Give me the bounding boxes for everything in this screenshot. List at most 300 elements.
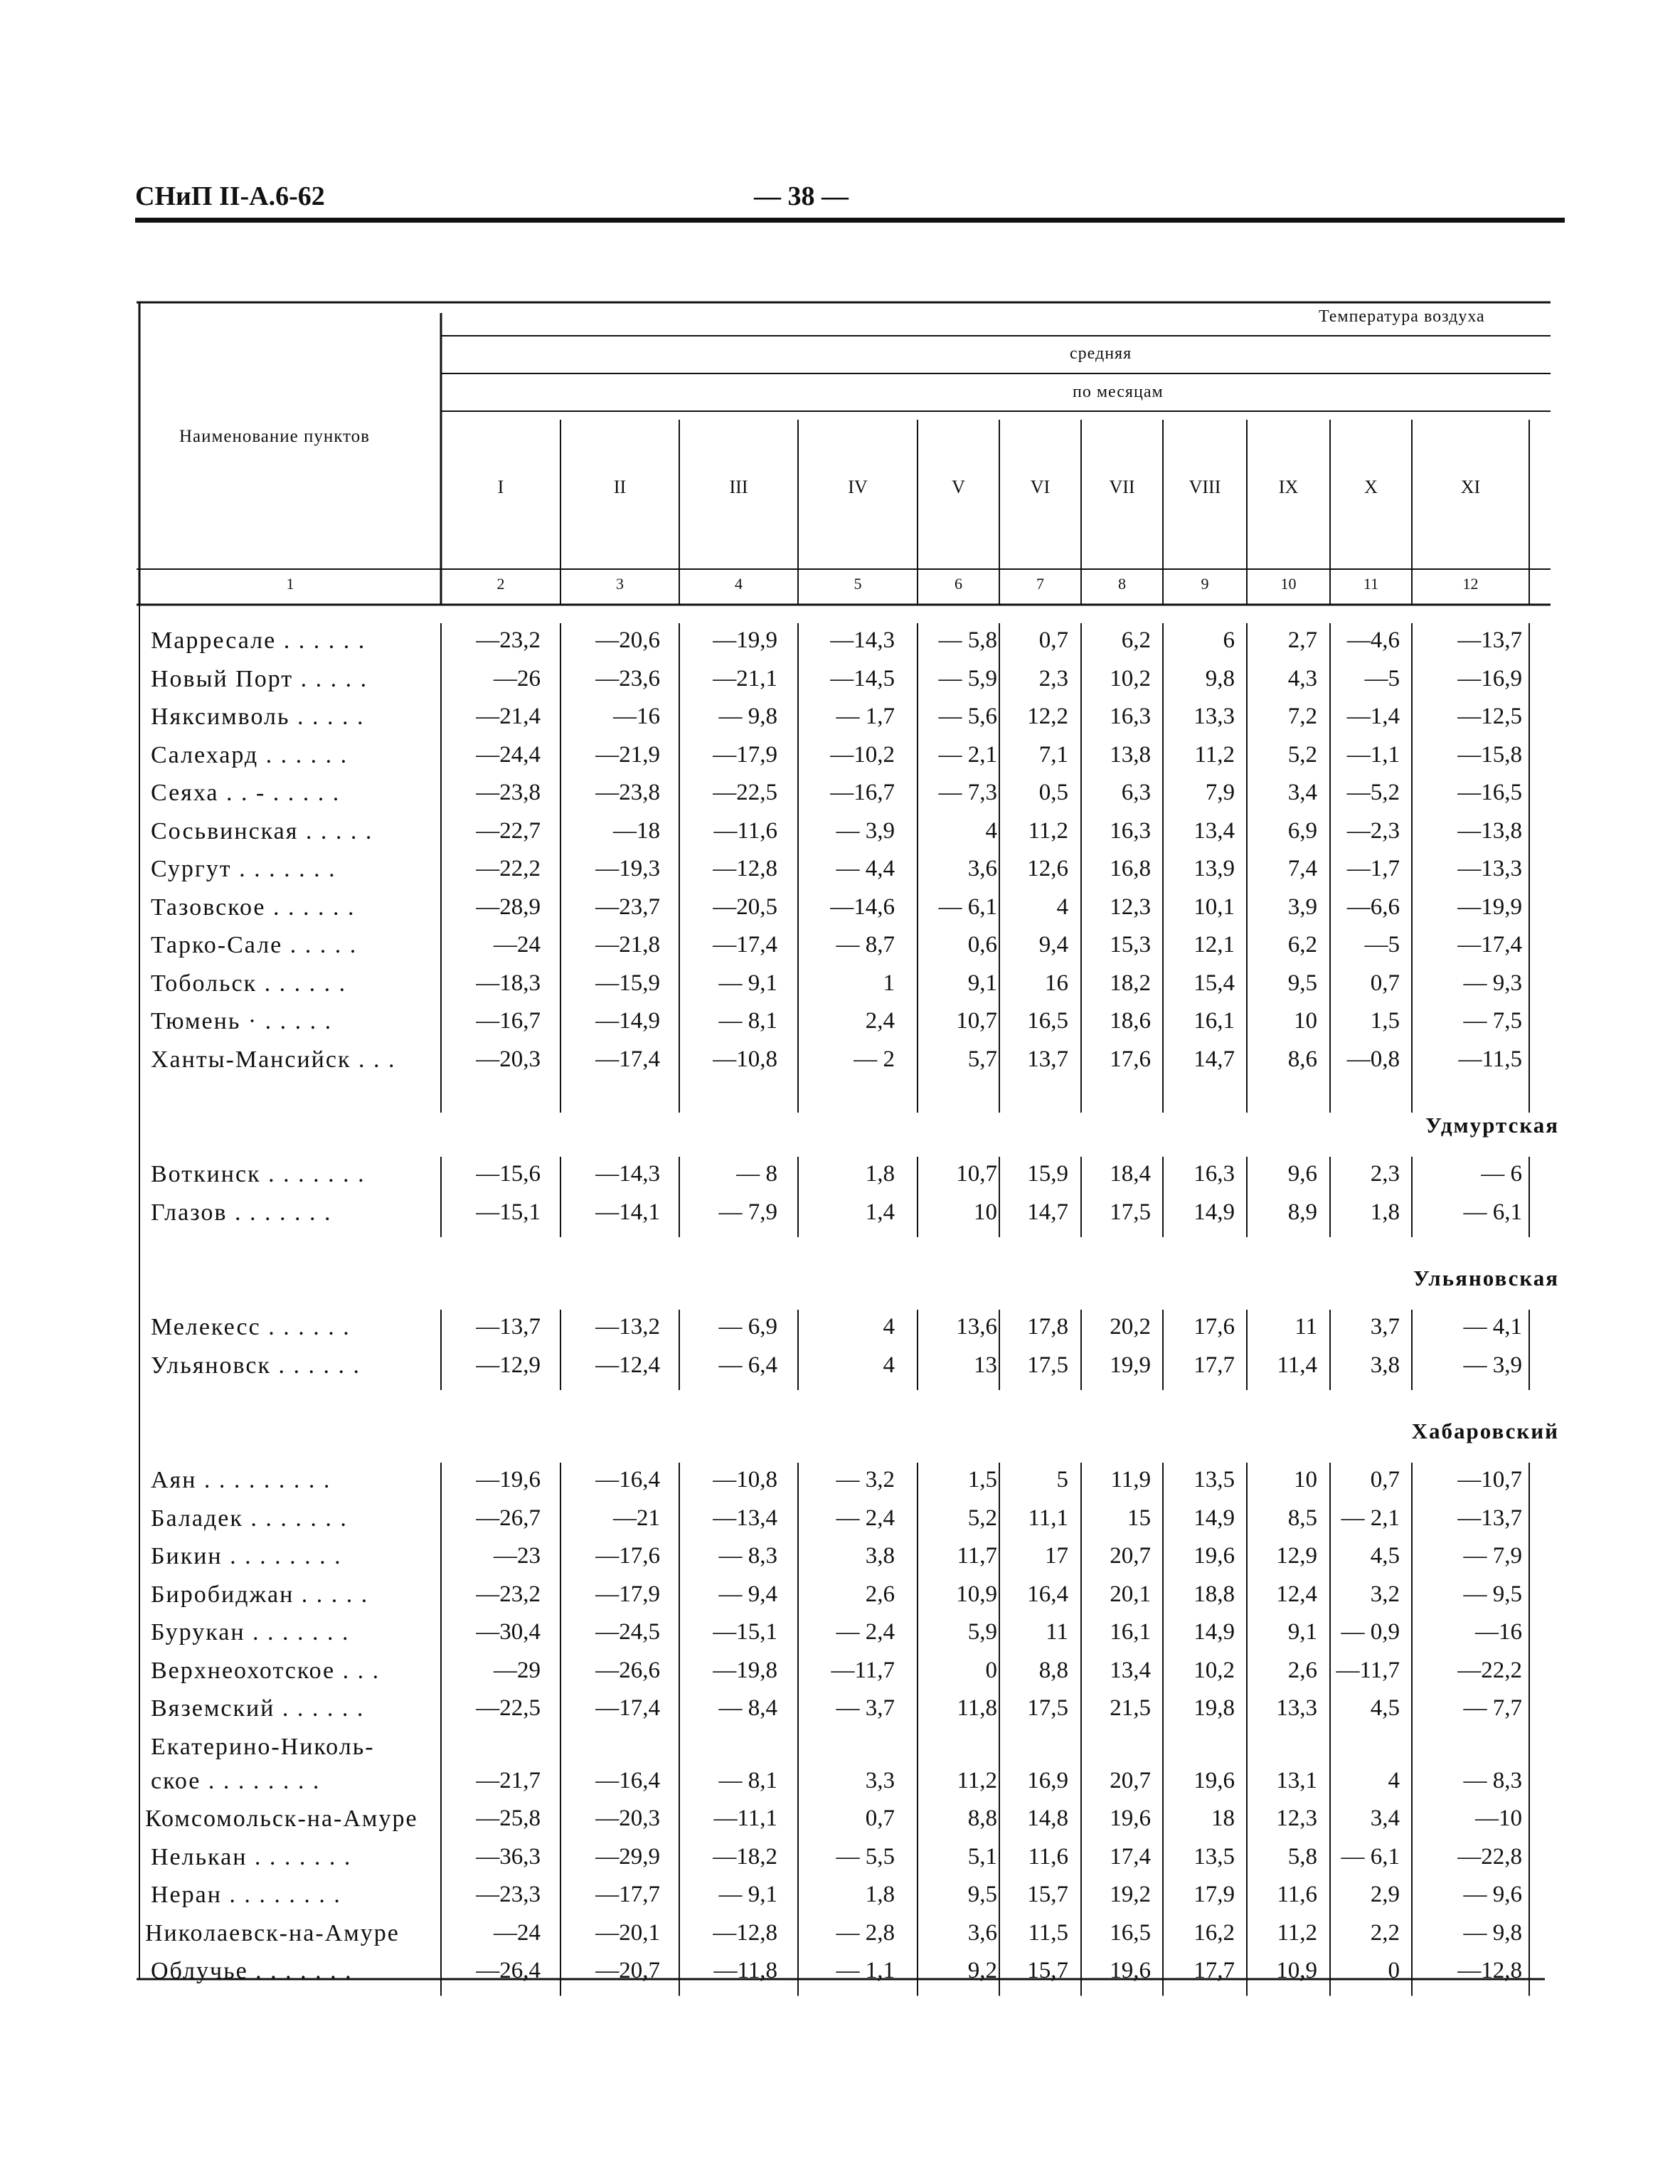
month-header: IX [1278, 477, 1299, 497]
temperature-value: 11,2 [957, 1767, 997, 1793]
temperature-value: —16,4 [595, 1767, 660, 1793]
temperature-value: —17,4 [595, 1695, 660, 1721]
temperature-value: 20,7 [1110, 1543, 1151, 1569]
temperature-value: —17,7 [595, 1882, 660, 1907]
temperature-value: —23 [494, 1543, 541, 1569]
station-name: Нелькан . . . . . . . [151, 1843, 352, 1870]
column-number: 3 [616, 575, 624, 593]
temperature-value: 18,4 [1110, 1161, 1151, 1187]
temperature-value: 7,4 [1287, 856, 1317, 881]
temperature-value: —16,4 [595, 1467, 660, 1493]
temperature-value: — 7,9 [718, 1199, 777, 1225]
temperature-value: 11,8 [957, 1695, 997, 1721]
temperature-value: 3,4 [1370, 1806, 1400, 1831]
temperature-value: 15,7 [1027, 1958, 1068, 1983]
temperature-value: —14,6 [830, 894, 895, 920]
temperature-value: —25,8 [476, 1806, 541, 1831]
temperature-value: —12,4 [595, 1352, 660, 1378]
temperature-value: —13,2 [595, 1314, 660, 1340]
temperature-value: 13,3 [1193, 704, 1235, 729]
temperature-value: —21,7 [476, 1767, 541, 1793]
temperature-value: —12,8 [713, 856, 777, 881]
temperature-value: 18,8 [1193, 1581, 1235, 1607]
temperature-value: 11 [1046, 1619, 1068, 1645]
temperature-value: 19,6 [1110, 1958, 1151, 1983]
temperature-value: 14,9 [1193, 1505, 1235, 1531]
station-name: Тобольск . . . . . . [151, 970, 347, 997]
temperature-value: 7,9 [1205, 780, 1235, 805]
temperature-value: —13,4 [713, 1505, 777, 1531]
station-name: Сосьвинская . . . . . [151, 817, 373, 844]
temperature-value: 0,7 [1038, 627, 1068, 653]
temperature-value: 10,9 [956, 1581, 997, 1607]
temperature-value: — 4,4 [836, 856, 895, 881]
temperature-value: —30,4 [476, 1619, 541, 1645]
temperature-value: —23,8 [476, 780, 541, 805]
column-number: 6 [955, 575, 962, 593]
temperature-value: — 9,6 [1463, 1882, 1522, 1907]
temperature-value: —15,1 [713, 1619, 777, 1645]
temperature-value: —0,8 [1346, 1046, 1400, 1072]
temperature-value: 19,8 [1193, 1695, 1235, 1721]
temperature-value: —23,7 [595, 894, 660, 920]
temperature-value: 8,6 [1287, 1046, 1317, 1072]
temperature-value: —15,9 [595, 970, 660, 996]
temperature-value: 19,6 [1193, 1767, 1235, 1793]
temperature-value: — 8,4 [718, 1695, 777, 1721]
temperature-value: —13,8 [1457, 817, 1522, 844]
temperature-value: — 6 [1481, 1161, 1522, 1187]
temperature-value: 2,6 [1287, 1657, 1317, 1683]
temperature-value: 0 [985, 1657, 997, 1683]
temperature-value: 8,9 [1287, 1199, 1317, 1225]
temperature-value: —11,5 [1458, 1046, 1522, 1072]
station-name: Облучье . . . . . . . [151, 1958, 353, 1984]
station-name: Екатерино-Николь- [151, 1733, 375, 1760]
temperature-value: —24 [494, 932, 541, 958]
temperature-value: —5 [1364, 665, 1400, 691]
temperature-value: 14,7 [1027, 1199, 1068, 1225]
temperature-value: 6 [1223, 627, 1235, 653]
temperature-value: —11,6 [713, 817, 777, 844]
temperature-value: —20,7 [595, 1958, 660, 1983]
temperature-value: 16,5 [1110, 1919, 1151, 1946]
station-name: Вяземский . . . . . . [151, 1695, 365, 1722]
station-name: Комсомольск-на-Амуре [145, 1806, 418, 1832]
temperature-value: 4,5 [1370, 1695, 1400, 1721]
temperature-value: —12,9 [476, 1352, 541, 1378]
temperature-value: —26 [494, 665, 541, 691]
temperature-value: —14,1 [595, 1199, 660, 1225]
temperature-value: 12,1 [1193, 932, 1235, 958]
temperature-value: 7,2 [1287, 704, 1317, 729]
temperature-value: 19,9 [1110, 1352, 1151, 1378]
temperature-value: 16,3 [1110, 704, 1151, 729]
temperature-value: 5 [1056, 1467, 1068, 1493]
header-rule [135, 218, 1565, 223]
temperature-value: —18,2 [713, 1843, 777, 1870]
temperature-value: 18 [1211, 1806, 1235, 1831]
temperature-value: 13,5 [1193, 1843, 1235, 1870]
temperature-value: —14,5 [830, 665, 895, 691]
temperature-value: 1,4 [865, 1199, 895, 1225]
temperature-value: 13,4 [1110, 1657, 1151, 1683]
temperature-value: 15,4 [1193, 970, 1235, 996]
temperature-value: 13,1 [1276, 1767, 1317, 1793]
temperature-value: —13,7 [1457, 1505, 1522, 1531]
temperature-value: — 8,7 [836, 932, 895, 958]
temperature-value: — 3,2 [836, 1467, 895, 1493]
temperature-value: 13,5 [1193, 1467, 1235, 1493]
temperature-value: 21,5 [1110, 1695, 1151, 1721]
station-name: Мелекесс . . . . . . [151, 1314, 351, 1340]
temperature-value: — 3,9 [1463, 1352, 1522, 1378]
temperature-value: 16,4 [1027, 1581, 1068, 1607]
temperature-value: —5,2 [1346, 780, 1400, 805]
temperature-value: — 1,7 [836, 704, 895, 729]
temperature-value: 13,8 [1110, 741, 1151, 768]
temperature-value: —2,3 [1346, 817, 1400, 844]
temperature-value: 6,9 [1287, 817, 1317, 844]
temperature-value: 8,8 [967, 1806, 997, 1831]
document-code: СНиП II-А.6-62 [135, 181, 325, 211]
temperature-value: 15,7 [1027, 1882, 1068, 1907]
temperature-value: —19,9 [713, 627, 777, 653]
temperature-value: — 8,1 [718, 1008, 777, 1034]
station-name: Ульяновск . . . . . . [151, 1352, 361, 1379]
temperature-value: —16,7 [830, 780, 895, 805]
temperature-value: 20,2 [1110, 1314, 1151, 1340]
temperature-value: 5,2 [967, 1505, 997, 1531]
temperature-value: —22,5 [476, 1695, 541, 1721]
temperature-value: 11,9 [1110, 1467, 1151, 1493]
temperature-value: — 6,9 [718, 1314, 777, 1340]
temperature-value: — 9,8 [718, 704, 777, 729]
temperature-value: 6,3 [1121, 780, 1151, 805]
temperature-value: — 3,7 [836, 1695, 895, 1721]
temperature-value: — 3,9 [836, 817, 895, 844]
temperature-value: —24,4 [476, 741, 541, 768]
temperature-value: 4 [1388, 1767, 1400, 1793]
temperature-value: —20,3 [595, 1806, 660, 1831]
temperature-value: 10,9 [1276, 1958, 1317, 1983]
temperature-value: —13,7 [476, 1314, 541, 1340]
temperature-value: —26,4 [476, 1958, 541, 1983]
temperature-value: 17 [1045, 1543, 1068, 1569]
temperature-value: 16,3 [1193, 1161, 1235, 1187]
temperature-value: — 9,4 [718, 1581, 777, 1607]
temperature-value: 14,7 [1193, 1046, 1235, 1072]
temperature-value: 11,4 [1277, 1352, 1317, 1378]
temperature-value: — 8 [736, 1161, 777, 1187]
temperature-value: 17,6 [1110, 1046, 1151, 1072]
temperature-value: — 8,3 [718, 1543, 777, 1569]
temperature-value: 9,5 [967, 1882, 997, 1907]
group-header: Температура воздуха [1319, 307, 1485, 326]
temperature-value: 10,7 [956, 1008, 997, 1034]
page-number: — 38 — [754, 181, 849, 211]
temperature-value: 9,8 [1205, 665, 1235, 691]
temperature-value: — 9,1 [718, 970, 777, 996]
temperature-value: 1,5 [967, 1467, 997, 1493]
temperature-value: —20,3 [476, 1046, 541, 1072]
temperature-value: 11,6 [1028, 1843, 1068, 1870]
temperature-value: —13,3 [1457, 856, 1522, 881]
month-header: X [1364, 477, 1378, 497]
station-name: Новый Порт . . . . . [151, 665, 368, 692]
temperature-value: 3,4 [1287, 780, 1317, 805]
temperature-value: —1,1 [1346, 741, 1400, 768]
temperature-value: — 2 [854, 1046, 895, 1072]
column-number: 4 [735, 575, 743, 593]
temperature-value: 17,5 [1110, 1199, 1151, 1225]
temperature-value: 20,1 [1110, 1581, 1151, 1607]
station-name: Салехард . . . . . . [151, 741, 349, 768]
temperature-value: —23,8 [595, 780, 660, 805]
month-header: V [952, 477, 965, 497]
temperature-value: 12,6 [1027, 856, 1068, 881]
temperature-value: 17,6 [1193, 1314, 1235, 1340]
station-name: Сеяха . . - . . . . . [151, 780, 341, 806]
temperature-value: —23,6 [595, 665, 660, 691]
temperature-value: 1,8 [1370, 1199, 1400, 1225]
temperature-value: 2,6 [865, 1581, 895, 1607]
temperature-value: — 5,6 [938, 704, 997, 729]
temperature-value: 16,8 [1110, 856, 1151, 881]
temperature-value: 10 [974, 1199, 997, 1225]
temperature-value: 7,1 [1038, 741, 1068, 768]
temperature-value: 16,9 [1027, 1767, 1068, 1793]
temperature-value: 10,2 [1193, 1657, 1235, 1683]
temperature-value: 16,2 [1193, 1919, 1235, 1946]
temperature-value: 16,1 [1193, 1008, 1235, 1034]
temperature-value: —16,7 [476, 1008, 541, 1034]
temperature-value: 4 [1056, 894, 1068, 920]
temperature-value: —15,6 [476, 1161, 541, 1187]
temperature-value: 14,9 [1193, 1199, 1235, 1225]
temperature-value: 15,9 [1027, 1161, 1068, 1187]
temperature-value: 5,1 [967, 1843, 997, 1870]
temperature-value: 2,7 [1287, 627, 1317, 653]
temperature-value: 2,3 [1370, 1161, 1400, 1187]
station-name: Тарко-Сале . . . . . [151, 932, 358, 958]
temperature-value: 10,2 [1110, 665, 1151, 691]
temperature-value: 8,8 [1038, 1657, 1068, 1683]
temperature-value: 4,3 [1287, 665, 1317, 691]
temperature-value: — 9,3 [1463, 970, 1522, 996]
column-number: 11 [1363, 575, 1379, 593]
temperature-value: 10,7 [956, 1161, 997, 1187]
temperature-value: 11,2 [1277, 1919, 1317, 1946]
temperature-value: 9,4 [1038, 932, 1068, 958]
temperature-value: 12,4 [1276, 1581, 1317, 1607]
temperature-value: —22,5 [713, 780, 777, 805]
temperature-value: 11,6 [1277, 1882, 1317, 1907]
column-number: 10 [1280, 575, 1297, 593]
temperature-value: 2,2 [1370, 1919, 1400, 1946]
temperature-value: 3,9 [1287, 894, 1317, 920]
temperature-value: —22,2 [476, 856, 541, 881]
temperature-value: —21,1 [713, 665, 777, 691]
temperature-value: —22,2 [1457, 1657, 1522, 1683]
temperature-value: 3,6 [967, 1919, 997, 1946]
station-name: Аян . . . . . . . . . [151, 1467, 331, 1493]
month-header: VIII [1189, 477, 1221, 497]
temperature-value: 3,3 [865, 1767, 895, 1793]
temperature-value: 11,7 [957, 1543, 997, 1569]
temperature-value: —17,4 [1457, 932, 1522, 958]
temperature-value: 11 [1294, 1314, 1317, 1340]
temperature-value: —18,3 [476, 970, 541, 996]
temperature-value: — 9,8 [1463, 1919, 1522, 1946]
temperature-value: — 6,4 [718, 1352, 777, 1378]
temperature-value: 11,1 [1028, 1505, 1068, 1531]
temperature-value: 17,8 [1027, 1314, 1068, 1340]
temperature-value: 12,2 [1027, 704, 1068, 729]
temperature-value: —11,1 [713, 1806, 777, 1831]
temperature-value: 9,2 [967, 1958, 997, 1983]
station-name: Марресале . . . . . . [151, 627, 366, 654]
temperature-value: 13,9 [1193, 856, 1235, 881]
temperature-value: —11,7 [1336, 1657, 1400, 1683]
temperature-value: —23,2 [476, 627, 541, 653]
temperature-value: 9,5 [1287, 970, 1317, 996]
station-name: Тазовское . . . . . . [151, 894, 356, 921]
month-header: I [497, 477, 504, 497]
sub-header: средняя [1070, 344, 1132, 363]
temperature-value: —15,8 [1457, 741, 1522, 768]
temperature-value: —10,8 [713, 1467, 777, 1493]
month-header: IV [848, 477, 868, 497]
temperature-value: 3,6 [967, 856, 997, 881]
temperature-value: —23,3 [476, 1882, 541, 1907]
temperature-value: 2,4 [865, 1008, 895, 1034]
temperature-value: —1,4 [1346, 704, 1400, 729]
temperature-value: —21,8 [595, 932, 660, 958]
station-name: ское . . . . . . . . [151, 1767, 321, 1794]
temperature-value: —24 [494, 1919, 541, 1946]
region-heading: Удмуртская [1425, 1113, 1559, 1138]
temperature-value: —22,7 [476, 817, 541, 844]
temperature-value: 17,4 [1110, 1843, 1151, 1870]
temperature-value: 18,2 [1110, 970, 1151, 996]
temperature-value: —10 [1475, 1806, 1522, 1831]
temperature-value: 14,8 [1027, 1806, 1068, 1831]
temperature-value: 5,9 [967, 1619, 997, 1645]
temperature-value: — 4,1 [1463, 1314, 1522, 1340]
temperature-value: 2,9 [1370, 1882, 1400, 1907]
temperature-value: — 5,5 [836, 1843, 895, 1870]
temperature-value: —21,4 [476, 704, 541, 729]
temperature-value: — 8,1 [718, 1767, 777, 1793]
temperature-value: 17,7 [1193, 1958, 1235, 1983]
station-name: Неран . . . . . . . . [151, 1882, 341, 1908]
temperature-value: 3,8 [1370, 1352, 1400, 1378]
temperature-value: 1 [883, 970, 895, 996]
temperature-value: — 6,1 [1463, 1199, 1522, 1225]
temperature-value: 13,3 [1276, 1695, 1317, 1721]
temperature-value: —17,9 [595, 1581, 660, 1607]
temperature-value: — 7,7 [1463, 1695, 1522, 1721]
temperature-value: — 1,1 [836, 1958, 895, 1983]
temperature-value: —12,8 [1457, 1958, 1522, 1983]
temperature-value: — 6,1 [938, 894, 997, 920]
temperature-value: 4 [985, 817, 997, 844]
temperature-value: —26,6 [595, 1657, 660, 1683]
temperature-value: 16 [1045, 970, 1068, 996]
temperature-value: —16 [613, 704, 660, 729]
temperature-value: 13,6 [956, 1314, 997, 1340]
temperature-value: —21 [613, 1505, 660, 1531]
temperature-value: 0,6 [967, 932, 997, 958]
station-name: Биробиджан . . . . . [151, 1581, 369, 1608]
temperature-value: 2,3 [1038, 665, 1068, 691]
temperature-value: 12,9 [1276, 1543, 1317, 1569]
temperature-value: 15,3 [1110, 932, 1151, 958]
temperature-value: 0,7 [865, 1806, 895, 1831]
temperature-value: —1,7 [1346, 856, 1400, 881]
temperature-value: 12,3 [1276, 1806, 1317, 1831]
temperature-value: 19,6 [1193, 1543, 1235, 1569]
temperature-value: —14,3 [595, 1161, 660, 1187]
station-name: Ханты-Мансийск . . . [151, 1046, 396, 1073]
station-name: Тюмень · . . . . . [151, 1008, 333, 1034]
temperature-value: 0,7 [1370, 1467, 1400, 1493]
temperature-value: 0,5 [1038, 780, 1068, 805]
station-name: Николаевск-на-Амуре [145, 1919, 400, 1946]
temperature-value: —17,4 [713, 932, 777, 958]
temperature-value: — 2,4 [836, 1505, 895, 1531]
temperature-value: — 2,1 [938, 741, 997, 768]
temperature-value: 5,2 [1287, 741, 1317, 768]
station-name: Бикин . . . . . . . . [151, 1543, 342, 1569]
temperature-value: —19,9 [1457, 894, 1522, 920]
temperature-value: 0 [1388, 1958, 1400, 1983]
temperature-value: 17,5 [1027, 1695, 1068, 1721]
column-number: 5 [854, 575, 862, 593]
name-column-header: Наименование пунктов [179, 427, 370, 446]
column-number: 2 [496, 575, 505, 593]
temperature-value: —16,9 [1457, 665, 1522, 691]
temperature-value: 18,6 [1110, 1008, 1151, 1034]
temperature-value: —19,3 [595, 856, 660, 881]
temperature-value: 16,3 [1110, 817, 1151, 844]
temperature-value: 13,4 [1193, 817, 1235, 844]
temperature-value: 17,9 [1193, 1882, 1235, 1907]
temperature-value: 13 [974, 1352, 997, 1378]
temperature-value: 5,7 [967, 1046, 997, 1072]
temperature-value: —26,7 [476, 1505, 541, 1531]
temperature-value: —10,7 [1457, 1467, 1522, 1493]
temperature-value: —20,5 [713, 894, 777, 920]
temperature-value: — 7,5 [1463, 1008, 1522, 1034]
temperature-value: 6,2 [1287, 932, 1317, 958]
temperature-value: 19,2 [1110, 1882, 1151, 1907]
temperature-value: 6,2 [1121, 627, 1151, 653]
station-name: Глазов . . . . . . . [151, 1199, 332, 1226]
station-name: Бурукан . . . . . . . [151, 1619, 350, 1645]
sub-header-2: по месяцам [1073, 383, 1164, 401]
temperature-value: — 8,3 [1463, 1767, 1522, 1793]
temperature-value: —13,7 [1457, 627, 1522, 653]
temperature-value: — 0,9 [1341, 1619, 1400, 1645]
temperature-value: —17,9 [713, 741, 777, 768]
station-name: Няксимволь . . . . . [151, 704, 365, 730]
temperature-value: 10 [1294, 1467, 1317, 1493]
temperature-value: —19,6 [476, 1467, 541, 1493]
temperature-value: —29 [494, 1657, 541, 1683]
column-number: 9 [1201, 575, 1209, 593]
